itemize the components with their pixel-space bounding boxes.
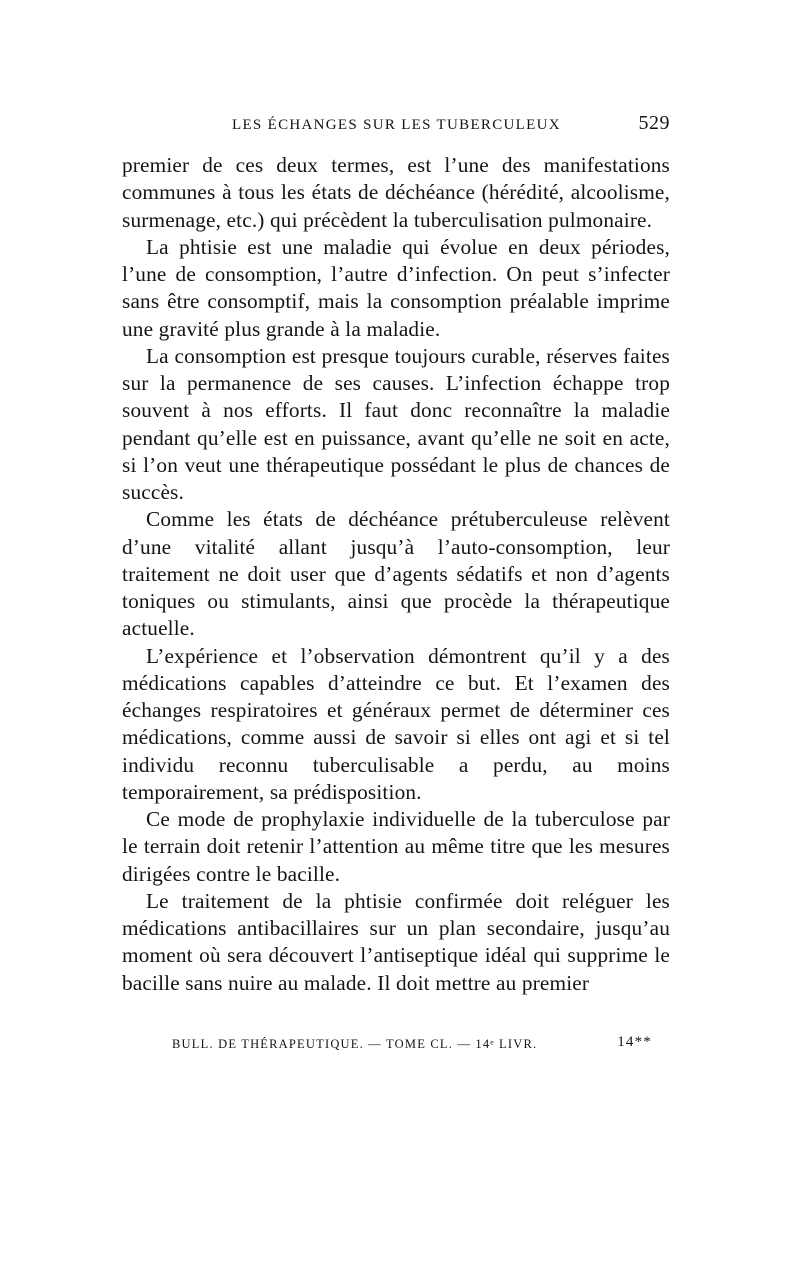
page-number: 529 (638, 112, 670, 134)
footer-mark: 14** (617, 1034, 652, 1050)
body-text (122, 152, 670, 997)
paragraph-phtisie-periods: La phtisie est une maladie qui évolue en deux périodes, l’une de consomption, l’autre d’infection. On peut s’infecter sans être consomptif, mais la consomption préalable imprime une gravité plus grande à la maladie. (122, 234, 670, 341)
footer-signature-line (172, 1033, 652, 1055)
paragraph-traitement-confirmee: Le traitement de la phtisie confirmée doit reléguer les médications antibacillaires sur un plan secondaire, jusqu’au moment où sera découvert l’antiseptique idéal qui supprime le bacille sans nuire au malade. Il doit mettre au premier (122, 888, 670, 995)
running-title: LES ÉCHANGES SUR LES TUBERCULEUX (232, 117, 561, 133)
paragraph-treatment-sedatives: Comme les états de déchéance prétuberculeuse relèvent d’une vitalité allant jusqu’à l’auto-consomption, leur traitement ne doit user que d’agents sédatifs et non d’agents toniques ou stimulants, ainsi que procède la thérapeutique actuelle. (122, 507, 670, 641)
paragraph-consomption-curable: La consomption est presque toujours curable, réserves faites sur la permanence de ses causes. L’infection échappe trop souvent à nos efforts. Il faut donc reconnaître la maladie pendant qu’elle est en puissance, avant qu’elle ne soit en acte, si l’on veut une thérapeutique possédant le plus de chances de succès. (122, 343, 670, 504)
paragraph-experience-observation: L’expérience et l’observation démontrent qu’il y a des médications capables d’atteindre ce but. Et l’examen des échanges respiratoires et généraux permet de déterminer ces médications, comme aussi de savoir si elles ont agi et si tel individu reconnu tuberculisable a perdu, au moins temporairement, sa prédisposition. (122, 643, 670, 804)
paragraph-continuation: premier de ces deux termes, est l’une des manifestations communes à tous les états de déchéance (hérédité, alcoolisme, surmenage, etc.) qui précèdent la tuberculisation pulmonaire. (122, 153, 670, 232)
running-head (122, 112, 670, 138)
footer-signature: BULL. DE THÉRAPEUTIQUE. — TOME CL. — 14ᵉ LIVR. (172, 1037, 538, 1051)
paragraph-prophylaxie: Ce mode de prophylaxie individuelle de la tuberculose par le terrain doit retenir l’attention au même titre que les mesures dirigées contre le bacille. (122, 807, 670, 886)
